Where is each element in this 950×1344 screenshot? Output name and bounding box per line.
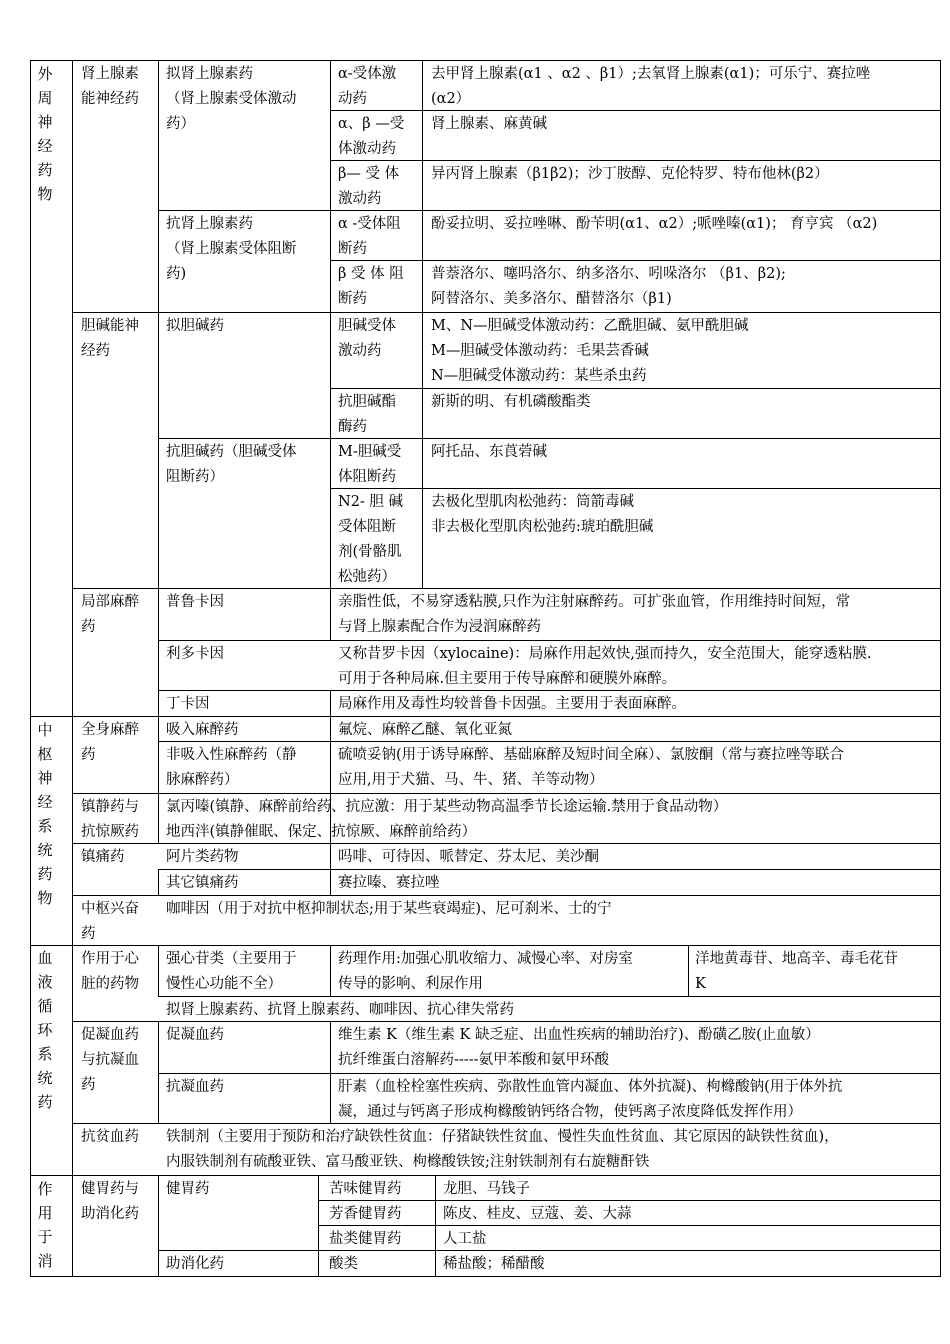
- cell-circulatory-system: 血 液 循 环 系 统 药: [37, 949, 53, 1111]
- cell-n2-blocker: N2- 胆 碱 受体阻断 剂(骨骼肌 松弛药）: [338, 494, 404, 585]
- cell-aromatic-stomachic-drugs: 陈皮、桂皮、豆蔻、姜、大蒜: [443, 1206, 632, 1222]
- cell-stomachic-digestant: 健胃药与 助消化药: [81, 1181, 139, 1222]
- table-rule-horizontal: [30, 60, 941, 61]
- cell-anticoagulant: 抗凝血药: [166, 1079, 224, 1095]
- cell-analgesic: 镇痛药: [81, 849, 125, 865]
- cell-anticholinesterase: 抗胆碱酯 酶药: [338, 394, 396, 435]
- cell-stomachic: 健胃药: [166, 1181, 210, 1197]
- table-rule-vertical: [330, 690, 331, 896]
- table-rule-vertical: [940, 60, 941, 1277]
- cell-lidocaine: 利多卡因: [166, 646, 224, 662]
- cell-m-blocker: M-胆碱受 体阻断药: [338, 444, 402, 485]
- cell-procoagulant: 促凝血药: [166, 1027, 224, 1043]
- cell-beta-blocker: β 受 体 阻 断药: [338, 266, 404, 307]
- cell-opioid-drugs: 吗啡、可待因、哌替定、芬太尼、美沙酮: [338, 849, 599, 865]
- table-rule-vertical: [435, 1175, 436, 1277]
- cell-ab-agonist-drugs: 肾上腺素、麻黄碱: [431, 116, 547, 132]
- cell-bitter-stomachic: 苦味健胃药: [329, 1181, 402, 1197]
- cell-aromatic-stomachic: 芳香健胃药: [329, 1206, 402, 1222]
- cell-adrenergic: 肾上腺素 能神经药: [81, 66, 139, 107]
- cell-cholinergic: 胆碱能神 经药: [81, 318, 139, 359]
- cell-other-analgesic-drugs: 赛拉嗪、赛拉唑: [338, 875, 440, 891]
- cell-alpha-blocker-drugs: 酚妥拉明、妥拉唑啉、酚苄明(α1、α2）;哌唑嗪(α1)； 育亨宾 （α2): [431, 216, 878, 232]
- cell-tetracaine: 丁卡因: [166, 696, 210, 712]
- table-rule-vertical: [330, 60, 331, 641]
- table-rule-horizontal: [318, 1200, 941, 1201]
- table-rule-horizontal: [158, 1250, 941, 1251]
- table-rule-vertical: [158, 1021, 159, 1124]
- cell-bitter-stomachic-drugs: 龙胆、马钱子: [443, 1181, 530, 1197]
- cell-sedative: 镇静药与 抗惊厥药: [81, 799, 139, 840]
- table-rule-vertical: [72, 60, 73, 1277]
- cell-opioid: 阿片类药物: [166, 849, 239, 865]
- cell-cardiac-glycoside-action: 药理作用:加强心肌收缩力、减慢心率、对房室 传导的影响、利尿作用: [338, 951, 633, 992]
- cell-adrenergic-agonist: 拟肾上腺素药 （肾上腺素受体激动 药）: [166, 66, 297, 132]
- cell-cns-stimulant: 中枢兴奋 药: [81, 901, 139, 942]
- cell-cardiac-other: 拟肾上腺素药、抗肾上腺素药、咖啡因、抗心律失常药: [166, 1002, 514, 1018]
- cell-beta-blocker-drugs: 普萘洛尔、噻吗洛尔、纳多洛尔、吲哚洛尔 （β1、β2); 阿替洛尔、美多洛尔、醋替洛尔（β1): [431, 266, 786, 307]
- cell-acid-drugs: 稀盐酸；稀醋酸: [443, 1256, 545, 1272]
- table-rule-horizontal: [158, 640, 941, 641]
- cell-antianemic: 抗贫血药: [81, 1129, 139, 1145]
- table-rule-vertical: [158, 1175, 159, 1277]
- table-rule-horizontal: [30, 1175, 941, 1176]
- cell-inhalation-drugs: 氟烷、麻醉乙醚、氧化亚氮: [338, 722, 512, 738]
- cell-alpha-blocker: α -受体阻 断药: [338, 216, 401, 257]
- cell-m-blocker-drugs: 阿托品、东莨菪碱: [431, 444, 547, 460]
- table-rule-horizontal: [72, 312, 941, 313]
- table-rule-vertical: [158, 945, 159, 997]
- table-rule-vertical: [330, 945, 331, 997]
- cell-non-inhalation: 非吸入性麻醉药（静 脉麻醉药）: [166, 747, 297, 788]
- cell-tetracaine-desc: 局麻作用及毒性均较普鲁卡因强。主要用于表面麻醉。: [338, 696, 686, 712]
- cell-anticholinergic: 抗胆碱药（胆碱受体 阻断药）: [166, 444, 297, 485]
- cell-local-anesthetic: 局部麻醉 药: [81, 594, 139, 635]
- cell-peripheral-system: 外 周 神 经 药 物: [37, 65, 53, 203]
- cell-cardiac-glycoside: 强心苷类（主要用于 慢性心功能不全）: [166, 951, 297, 992]
- cell-inhalation: 吸入麻醉药: [166, 722, 239, 738]
- cell-cardiac-glycoside-drugs: 洋地黄毒苷、地高辛、毒毛花苷 K: [695, 951, 898, 992]
- cell-digestant: 助消化药: [166, 1256, 224, 1272]
- table-rule-horizontal: [158, 210, 941, 211]
- cell-salt-stomachic-drugs: 人工盐: [443, 1231, 487, 1247]
- table-rule-horizontal: [72, 793, 941, 794]
- cell-digestive-system: 作 用 于 消: [37, 1180, 53, 1270]
- cell-procoagulant-drugs: 维生素 K（维生素 K 缺乏症、出血性疾病的辅助治疗)、酚磺乙胺(止血敏） 抗纤维蛋白溶解药-----氨甲苯酸和氨甲环酸: [338, 1027, 820, 1068]
- cell-acid: 酸类: [329, 1256, 358, 1272]
- table-rule-vertical: [422, 60, 423, 589]
- cell-alpha-agonist-drugs: 去甲肾上腺素(α1 、α2 、β1）;去氧肾上腺素(α1)；可乐宁、赛拉唑 (α2）: [431, 66, 871, 107]
- table-rule-horizontal: [158, 438, 941, 439]
- cell-other-analgesic: 其它镇痛药: [166, 875, 239, 891]
- cell-cns-stimulant-drugs: 咖啡因（用于对抗中枢抑制状态;用于某些衰竭症)、尼可刹米、士的宁: [166, 901, 612, 917]
- table-rule-vertical: [318, 1175, 319, 1277]
- cell-cholinergic-agonist: 拟胆碱药: [166, 318, 224, 334]
- table-rule-vertical: [158, 60, 159, 844]
- cell-procaine-desc: 亲脂性低，不易穿透粘膜,只作为注射麻醉药。可扩张血管，作用维持时间短，常 与肾上腺素配合作为浸润麻醉药: [338, 594, 851, 635]
- cell-n2-blocker-drugs: 去极化型肌肉松弛药：筒箭毒碱 非去极化型肌肉松弛药:琥珀酰胆碱: [431, 494, 654, 535]
- table-rule-horizontal: [158, 741, 941, 742]
- cell-anticoagulant-drugs: 肝素（血栓栓塞性疾病、弥散性血管内凝血、体外抗凝)、枸橼酸钠(用于体外抗 凝，通过与钙离子形成枸橼酸钠钙络合物，使钙离子浓度降低发挥作用）: [338, 1079, 843, 1120]
- cell-beta-agonist: β— 受 体 激动药: [338, 166, 400, 207]
- cell-anticholinesterase-drugs: 新斯的明、有机磷酸酯类: [431, 394, 591, 410]
- cell-ab-agonist: α、β —受 体激动药: [338, 116, 405, 157]
- cell-choline-receptor-agonist-drugs: M、N—胆碱受体激动药：乙酰胆碱、氨甲酰胆碱 M—胆碱受体激动药：毛果芸香碱 N—胆碱受体激动药：某些杀虫药: [431, 318, 749, 384]
- table-rule-vertical: [330, 1021, 331, 1124]
- cell-antianemic-drugs: 铁制剂（主要用于预防和治疗缺铁性贫血：仔猪缺铁性贫血、慢性失血性贫血、其它原因的缺铁性贫血)， 内服铁制剂有硫酸亚铁、富马酸亚铁、枸橼酸铁铵;注射铁制剂有右旋糖酐铁: [166, 1129, 839, 1170]
- cell-central-system: 中 枢 神 经 系 统 药 物: [37, 721, 53, 907]
- cell-sedative-drugs: 氯丙嗪(镇静、麻醉前给药、抗应激：用于某些动物高温季节长途运输.禁用于食品动物） 地西泮(镇静催眠、保定、抗惊厥、麻醉前给药）: [166, 799, 728, 840]
- cell-beta-agonist-drugs: 异丙肾上腺素（β1β2)；沙丁胺醇、克伦特罗、特布他林(β2）: [431, 166, 829, 182]
- cell-alpha-agonist: α-受体激 动药: [338, 66, 397, 107]
- cell-cardiac: 作用于心 脏的药物: [81, 951, 139, 992]
- table-rule-vertical: [158, 869, 159, 896]
- cell-procaine: 普鲁卡因: [166, 594, 224, 610]
- cell-salt-stomachic: 盐类健胃药: [329, 1231, 402, 1247]
- cell-general-anesthetic: 全身麻醉 药: [81, 722, 139, 763]
- cell-coagulation: 促凝血药 与抗凝血 药: [81, 1027, 139, 1093]
- cell-adrenergic-antagonist: 抗肾上腺素药 （肾上腺素受体阻断 药): [166, 216, 297, 282]
- table-rule-horizontal: [72, 588, 941, 589]
- cell-lidocaine-desc: 又称昔罗卡因（xylocaine)：局麻作用起效快,强而持久，安全范围大，能穿透粘膜. 可用于各种局麻.但主要用于传导麻醉和硬膜外麻醉。: [338, 646, 872, 687]
- table-rule-horizontal: [30, 945, 941, 946]
- table-rule-horizontal: [158, 1073, 941, 1074]
- cell-choline-receptor-agonist: 胆碱受体 激动药: [338, 318, 396, 359]
- cell-non-inhalation-drugs: 硫喷妥钠(用于诱导麻醉、基础麻醉及短时间全麻）、氯胺酮（常与赛拉唑等联合 应用,用于犬猫、马、牛、猪、羊等动物）: [338, 747, 844, 788]
- table-rule-vertical: [688, 945, 689, 997]
